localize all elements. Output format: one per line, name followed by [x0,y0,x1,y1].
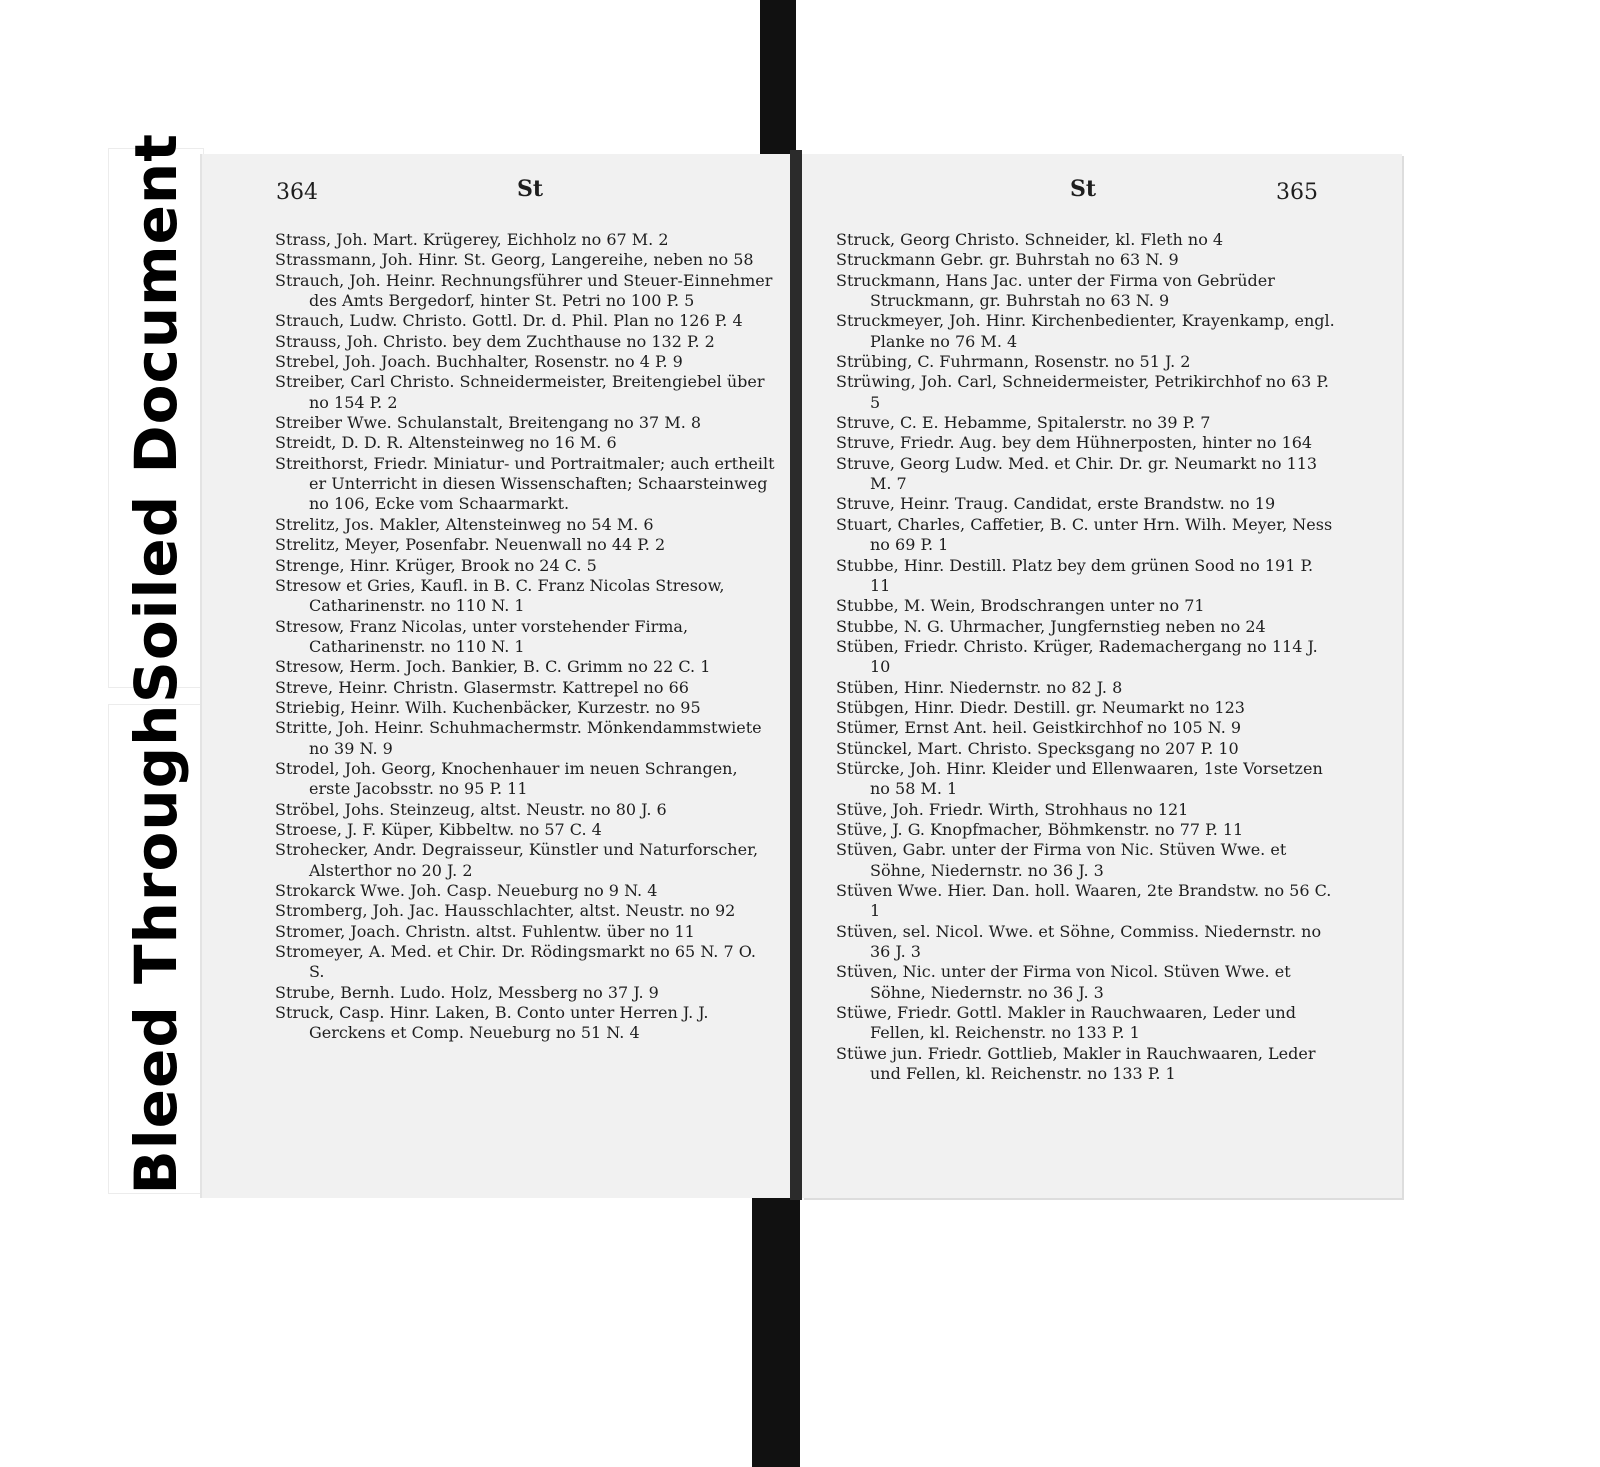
directory-entry: Stümer, Ernst Ant. heil. Geistkirchhof no 105 N. 9 [836,718,1242,738]
directory-entry: Strauch, Joh. Heinr. Rechnungsführer und Steuer-Einnehmer des Amts Bergedorf, hinter St. Petri no 100 P. 5 [275,270,773,311]
directory-entry: Stüven, Gabr. unter der Firma von Nic. Stüven Wwe. et Söhne, Niedernstr. no 36 J. 3 [836,840,1287,880]
directory-entry: Strokarck Wwe. Joh. Casp. Neueburg no 9 N. 4 [275,881,658,900]
directory-entry: Strodel, Joh. Georg, Knochenhauer im neuen Schrangen, erste Jacobsstr. no 95 P. 11 [275,758,738,799]
directory-entry: Strelitz, Meyer, Posenfabr. Neuenwall no 44 P. 2 [275,535,666,555]
directory-entry: Stüven, sel. Nicol. Wwe. et Söhne, Commiss. Niedernstr. no 36 J. 3 [836,921,1322,962]
directory-entry: Strebel, Joh. Joach. Buchhalter, Rosenstr. no 4 P. 9 [275,352,683,372]
directory-entry: Stubbe, Hinr. Destill. Platz bey dem grünen Sood no 191 P. 11 [836,555,1314,595]
directory-entry: Strauch, Ludw. Christo. Gottl. Dr. d. Phil. Plan no 126 P. 4 [275,311,743,331]
soiled-document-label [108,133,204,703]
directory-entry: Stüben, Hinr. Niedernstr. no 82 J. 8 [836,677,1123,697]
directory-entry: Stubbe, N. G. Uhrmacher, Jungfernstieg neben no 24 [836,616,1266,636]
directory-entry: Strüwing, Joh. Carl, Schneidermeister, Petrikirchhof no 63 P. 5 [836,372,1329,412]
directory-entry: Struve, Friedr. Aug. bey dem Hühnerposten, hinter no 164 [836,433,1313,453]
directory-entry: Struve, Heinr. Traug. Candidat, erste Brandstw. no 19 [836,494,1276,514]
spine-bottom-band [752,1195,800,1467]
directory-entry: Stresow, Herm. Joch. Bankier, B. C. Grimm no 22 C. 1 [275,657,711,677]
directory-entry: Struck, Casp. Hinr. Laken, B. Conto unter Herren J. J. Gerckens et Comp. Neueburg no 51 N. 4 [275,1003,709,1043]
directory-entry: Struve, C. E. Hebamme, Spitalerstr. no 39 P. 7 [836,413,1211,433]
directory-entry: Stuart, Charles, Caffetier, B. C. unter Hrn. Wilh. Meyer, Ness no 69 P. 1 [836,514,1333,555]
directory-entry: Streiber Wwe. Schulanstalt, Breitengang no 37 M. 8 [275,413,702,433]
directory-entry: Streve, Heinr. Christn. Glasermstr. Kattrepel no 66 [275,677,689,697]
bleed-through-text: Bleed Through [122,703,190,1195]
book-gutter [790,150,802,1200]
directory-entry: Strenge, Hinr. Krüger, Brook no 24 C. 5 [275,555,597,575]
directory-entry: Stritte, Joh. Heinr. Schuhmachermstr. Mönkendammstwiete no 39 N. 9 [275,718,762,758]
directory-entry: Stüwe jun. Friedr. Gottlieb, Makler in Rauchwaaren, Leder und Fellen, kl. Reichenstr. no 133 P. 1 [836,1043,1316,1084]
directory-entry: Strübing, C. Fuhrmann, Rosenstr. no 51 J. 2 [836,352,1191,372]
directory-entry: Stroese, J. F. Küper, Kibbeltw. no 57 C. 4 [275,819,602,839]
directory-entry: Stünckel, Mart. Christo. Specksgang no 207 P. 10 [836,738,1239,758]
directory-entry: Strube, Bernh. Ludo. Holz, Messberg no 37 J. 9 [275,982,659,1002]
directory-entry: Stubbe, M. Wein, Brodschrangen unter no 71 [836,596,1205,616]
directory-entry: Struckmann Gebr. gr. Buhrstah no 63 N. 9 [836,250,1179,270]
directory-entry: Struckmeyer, Joh. Hinr. Kirchenbedienter, Krayenkamp, engl. Planke no 76 M. 4 [836,311,1335,351]
directory-entry: Strass, Joh. Mart. Krügerey, Eichholz no 67 M. 2 [275,230,669,249]
directory-entry: Streiber, Carl Christo. Schneidermeister, Breitengiebel über no 154 P. 2 [275,372,765,412]
directory-entry: Struve, Georg Ludw. Med. et Chir. Dr. gr. Neumarkt no 113 M. 7 [836,453,1318,494]
directory-entry: Stüwe, Friedr. Gottl. Makler in Rauchwaaren, Leder und Fellen, kl. Reichenstr. no 133 P. 1 [836,1003,1296,1043]
directory-entry: Stüve, Joh. Friedr. Wirth, Strohhaus no 121 [836,799,1189,819]
left-page-number: 364 [276,180,318,205]
directory-entry: Strassmann, Joh. Hinr. St. Georg, Langereihe, neben no 58 [275,250,754,270]
directory-entry: Streidt, D. D. R. Altensteinweg no 16 M. 6 [275,433,617,453]
left-entry-list [275,230,775,1044]
soiled-document-text: Soiled Document [122,133,190,703]
directory-entry: Stüben, Friedr. Christo. Krüger, Rademachergang no 114 J. 10 [836,636,1318,677]
directory-entry: Streithorst, Friedr. Miniatur- und Portraitmaler; auch ertheilt er Unterricht in diesen Wissenschaften; Schaarsteinweg no 106, Ecke vom Schaarmarkt. [275,453,775,514]
right-running-head: St [1070,176,1097,202]
directory-entry: Stüven, Nic. unter der Firma von Nicol. Stüven Wwe. et Söhne, Niedernstr. no 36 J. 3 [836,962,1291,1002]
directory-entry: Stüven Wwe. Hier. Dan. holl. Waaren, 2te Brandstw. no 56 C. 1 [836,881,1332,921]
left-page [202,154,792,1198]
directory-entry: Strauss, Joh. Christo. bey dem Zuchthause no 132 P. 2 [275,331,715,351]
directory-entry: Struckmann, Hans Jac. unter der Firma von Gebrüder Struckmann, gr. Buhrstah no 63 N. 9 [836,270,1275,311]
spine-top-band [760,0,796,160]
bleed-through-label [108,704,204,1194]
directory-entry: Stresow et Gries, Kaufl. in B. C. Franz Nicolas Stresow, Catharinenstr. no 110 N. 1 [275,575,725,616]
directory-entry: Stromberg, Joh. Jac. Hausschlachter, altst. Neustr. no 92 [275,901,736,921]
directory-entry: Stüve, J. G. Knopfmacher, Böhmkenstr. no 77 P. 11 [836,819,1244,839]
directory-entry: Struck, Georg Christo. Schneider, kl. Fleth no 4 [836,230,1224,249]
directory-entry: Stresow, Franz Nicolas, unter vorstehender Firma, Catharinenstr. no 110 N. 1 [275,616,689,656]
directory-entry: Stübgen, Hinr. Diedr. Destill. gr. Neumarkt no 123 [836,697,1245,717]
directory-entry: Stromeyer, A. Med. et Chir. Dr. Rödingsmarkt no 65 N. 7 O. S. [275,942,756,982]
right-page-number: 365 [1276,180,1318,205]
right-page [802,154,1402,1198]
directory-entry: Stromer, Joach. Christn. altst. Fuhlentw. über no 11 [275,921,695,941]
left-running-head: St [517,176,544,202]
directory-entry: Stürcke, Joh. Hinr. Kleider und Ellenwaaren, 1ste Vorsetzen no 58 M. 1 [836,758,1323,799]
directory-entry: Strelitz, Jos. Makler, Altensteinweg no 54 M. 6 [275,514,654,534]
right-entry-list [836,230,1336,1084]
directory-entry: Strohecker, Andr. Degraisseur, Künstler und Naturforscher, Alsterthor no 20 J. 2 [275,840,759,880]
directory-entry: Ströbel, Johs. Steinzeug, altst. Neustr. no 80 J. 6 [275,799,667,819]
directory-entry: Striebig, Heinr. Wilh. Kuchenbäcker, Kurzestr. no 95 [275,697,701,717]
